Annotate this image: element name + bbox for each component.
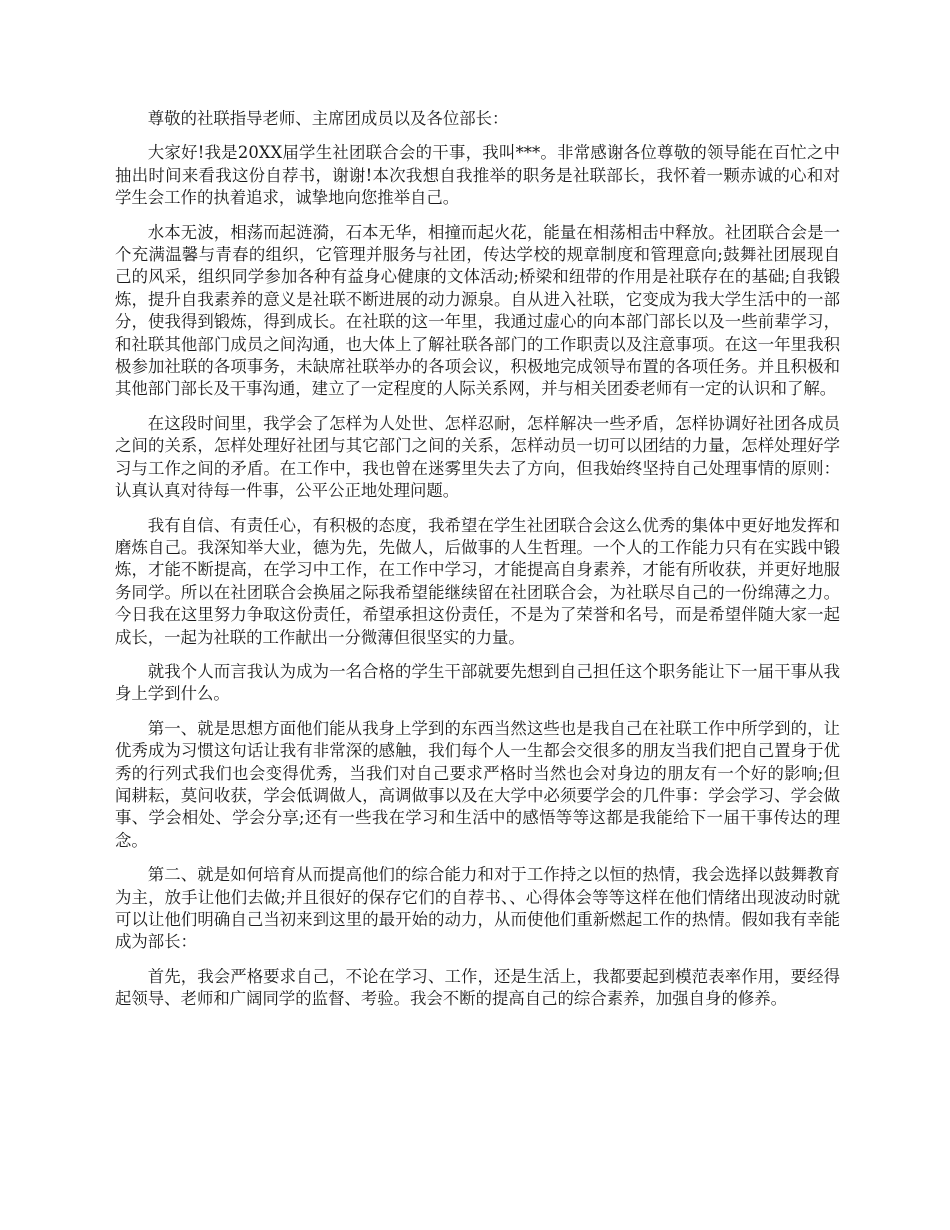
paragraph-firstly: 首先，我会严格要求自己，不论在学习、工作，还是生活上，我都要起到模范表率作用，要经得起领导、老师和广阔同学的监督、考验。我会不断的提高自己的综合素养，加强自身的修养。 bbox=[115, 966, 840, 1009]
paragraph-personal-view: 就我个人而言我认为成为一名合格的学生干部就要先想到自己担任这个职务能让下一届干事从我身上学到什么。 bbox=[115, 661, 840, 704]
paragraph-intro: 大家好!我是20XX届学生社团联合会的干事，我叫***。非常感谢各位尊敬的领导能在百忙之中抽出时间来看我这份自荐书，谢谢!本次我想自我推举的职务是社联部长，我怀着一颗赤诚的心和对学生会工作的执着追求，诚挚地向您推举自己。 bbox=[115, 143, 840, 208]
salutation: 尊敬的社联指导老师、主席团成员以及各位部长： bbox=[147, 109, 509, 128]
paragraph-self-confidence: 我有自信、有责任心，有积极的态度，我希望在学生社团联合会这么优秀的集体中更好地发挥和磨炼自己。我深知举大业，德为先，先做人，后做事的人生哲理。一个人的工作能力只有在实践中锻炼，才能不断提高，在学习中工作，在工作中学习，才能提高自身素养，才能有所收获，并更好地服务同学。所以在社团联合会换届之际我希望能继续留在社团联合会，为社联尽自己的一份绵薄之力。今日我在这里努力争取这份责任，希望承担这份责任，不是为了荣誉和名号，而是希望伴随大家一起成长，一起为社联的工作献出一分微薄但很坚实的力量。 bbox=[115, 515, 840, 647]
paragraph-second-point: 第二、就是如何培育从而提高他们的综合能力和对于工作持之以恒的热情，我会选择以鼓舞教育为主，放手让他们去做;并且很好的保存它们的自荐书、、心得体会等等这样在他们情绪出现波动时就可以让他们明确自己当初来到这里的最开始的动力，从而使他们重新燃起工作的热情。假如我有幸能成为部长： bbox=[115, 865, 840, 952]
document-body bbox=[115, 108, 840, 1023]
paragraph-first-point: 第一、就是思想方面他们能从我身上学到的东西当然这些也是我自己在社联工作中所学到的，让优秀成为习惯这句话让我有非常深的感触，我们每个人一生都会交很多的朋友当我们把自己置身于优秀的行列式我们也会变得优秀，当我们对自己要求严格时当然也会对身边的朋友有一个好的影响;但闻耕耘，莫问收获，学会低调做人，高调做事以及在大学中必须要学会的几件事：学会学习、学会做事、学会相处、学会分享;还有一些我在学习和生活中的感悟等等这都是我能给下一届干事传达的理念。 bbox=[115, 718, 840, 850]
paragraph-lessons-learned: 在这段时间里，我学会了怎样为人处世、怎样忍耐，怎样解决一些矛盾，怎样协调好社团各成员之间的关系，怎样处理好社团与其它部门之间的关系，怎样动员一切可以团结的力量，怎样处理好学习与工作之间的矛盾。在工作中，我也曾在迷雾里失去了方向，但我始终坚持自己处理事情的原则：认真认真对待每一件事，公平公正地处理问题。 bbox=[115, 413, 840, 501]
paragraph-about-club-union: 水本无波，相荡而起涟漪，石本无华，相撞而起火花，能量在相荡相击中释放。社团联合会是一个充满温馨与青春的组织，它管理并服务与社团，传达学校的规章制度和管理意向;鼓舞社团展现自己的风采，组织同学参加各种有益身心健康的文体活动;桥梁和纽带的作用是社联存在的基础;自我锻炼，提升自我素养的意义是社联不断进展的动力源泉。自从进入社联，它变成为我大学生活中的一部分，使我得到锻炼，得到成长。在社联的这一年里，我通过虚心的向本部门部长以及一些前辈学习，和社联其他部门成员之间沟通，也大体上了解社联各部门的工作职责以及注意事项。在这一年里我积极参加社联的各项事务，未缺席社联举办的各项会议，积极地完成领导布置的各项任务。并且积极和其他部门部长及干事沟通，建立了一定程度的人际关系网，并与相关团委老师有一定的认识和了解。 bbox=[115, 222, 840, 399]
